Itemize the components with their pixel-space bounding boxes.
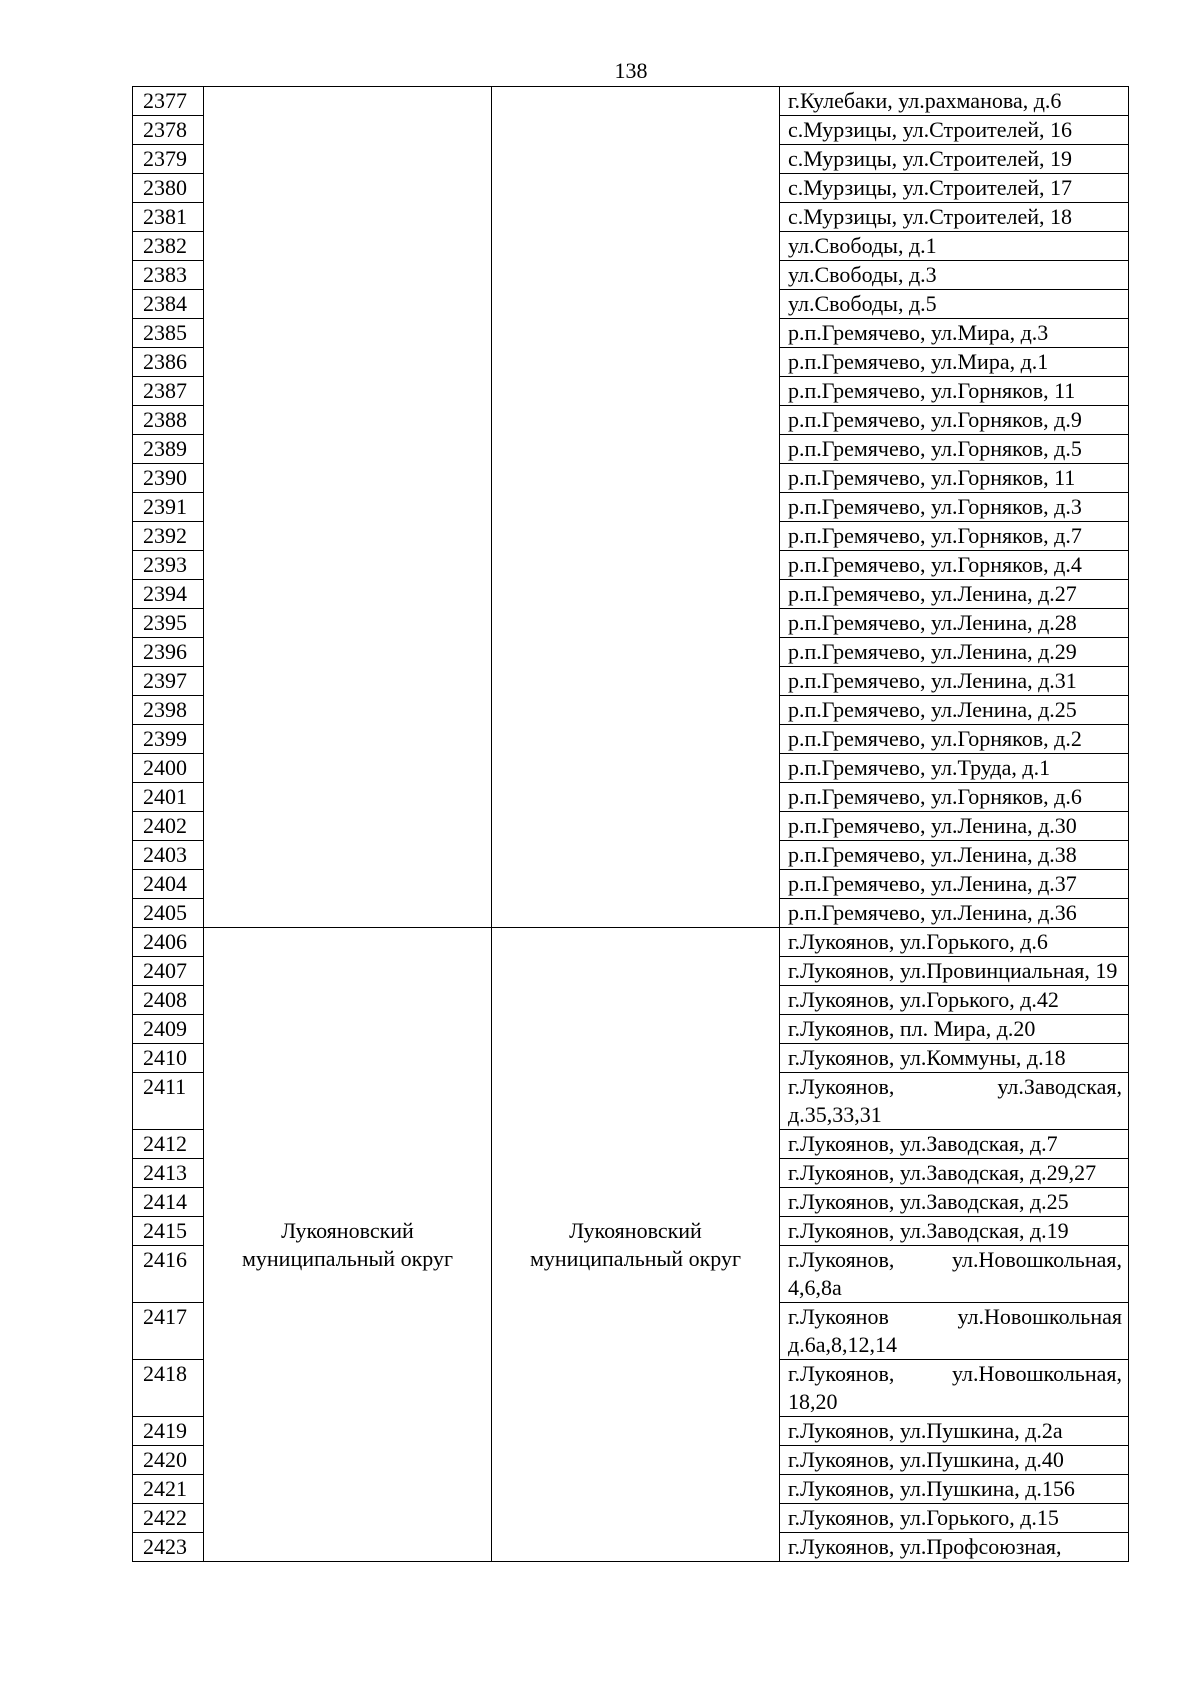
address-cell: г.Лукоянов, ул.Профсоюзная, <box>780 1533 1129 1562</box>
row-number: 2410 <box>133 1044 204 1073</box>
row-number: 2423 <box>133 1533 204 1562</box>
table-row <box>133 87 1129 116</box>
row-number: 2407 <box>133 957 204 986</box>
district-cell: Лукояновский муниципальный округ <box>204 928 492 1562</box>
address-cell: р.п.Гремячево, ул.Ленина, д.31 <box>780 667 1129 696</box>
row-number: 2422 <box>133 1504 204 1533</box>
address-cell: р.п.Гремячево, ул.Мира, д.1 <box>780 348 1129 377</box>
row-number: 2403 <box>133 841 204 870</box>
address-cell: р.п.Гремячево, ул.Горняков, д.5 <box>780 435 1129 464</box>
address-cell: г.Лукоянов, ул.Заводская, д.25 <box>780 1188 1129 1217</box>
address-cell: р.п.Гремячево, ул.Ленина, д.27 <box>780 580 1129 609</box>
address-cell: р.п.Гремячево, ул.Ленина, д.36 <box>780 899 1129 928</box>
row-number: 2413 <box>133 1159 204 1188</box>
row-number: 2405 <box>133 899 204 928</box>
address-cell: ул.Свободы, д.1 <box>780 232 1129 261</box>
row-number: 2382 <box>133 232 204 261</box>
row-number: 2384 <box>133 290 204 319</box>
address-cell: г.Лукоянов, пл. Мира, д.20 <box>780 1015 1129 1044</box>
row-number: 2391 <box>133 493 204 522</box>
row-number: 2397 <box>133 667 204 696</box>
row-number: 2389 <box>133 435 204 464</box>
municipality-cell: Лукояновский муниципальный округ <box>492 928 780 1562</box>
address-cell: ул.Свободы, д.5 <box>780 290 1129 319</box>
table-body <box>133 87 1129 1562</box>
address-cell: г.Лукоянов, ул.Пушкина, д.156 <box>780 1475 1129 1504</box>
row-number: 2392 <box>133 522 204 551</box>
address-cell: р.п.Гремячево, ул.Ленина, д.29 <box>780 638 1129 667</box>
row-number: 2408 <box>133 986 204 1015</box>
address-cell: р.п.Гремячево, ул.Ленина, д.30 <box>780 812 1129 841</box>
address-cell: р.п.Гремячево, ул.Мира, д.3 <box>780 319 1129 348</box>
address-cell: г.Лукоянов, ул.Новошкольная, 18,20 <box>780 1360 1129 1417</box>
row-number: 2411 <box>133 1073 204 1130</box>
address-cell: г.Лукоянов, ул.Новошкольная, 4,6,8а <box>780 1246 1129 1303</box>
address-cell: р.п.Гремячево, ул.Горняков, д.9 <box>780 406 1129 435</box>
address-cell: г.Лукоянов, ул.Заводская, д.35,33,31 <box>780 1073 1129 1130</box>
address-cell: г.Лукоянов, ул.Пушкина, д.2а <box>780 1417 1129 1446</box>
row-number: 2395 <box>133 609 204 638</box>
address-cell: р.п.Гремячево, ул.Труда, д.1 <box>780 754 1129 783</box>
address-cell: р.п.Гремячево, ул.Горняков, 11 <box>780 464 1129 493</box>
row-number: 2379 <box>133 145 204 174</box>
address-cell: р.п.Гремячево, ул.Горняков, 11 <box>780 377 1129 406</box>
address-cell: г.Лукоянов, ул.Заводская, д.29,27 <box>780 1159 1129 1188</box>
address-cell: р.п.Гремячево, ул.Ленина, д.28 <box>780 609 1129 638</box>
row-number: 2399 <box>133 725 204 754</box>
row-number: 2390 <box>133 464 204 493</box>
row-number: 2381 <box>133 203 204 232</box>
row-number: 2419 <box>133 1417 204 1446</box>
row-number: 2400 <box>133 754 204 783</box>
address-cell: г.Лукоянов, ул.Заводская, д.7 <box>780 1130 1129 1159</box>
address-cell: р.п.Гремячево, ул.Горняков, д.2 <box>780 725 1129 754</box>
row-number: 2393 <box>133 551 204 580</box>
row-number: 2385 <box>133 319 204 348</box>
address-cell: р.п.Гремячево, ул.Ленина, д.37 <box>780 870 1129 899</box>
district-cell <box>204 87 492 928</box>
row-number: 2396 <box>133 638 204 667</box>
address-cell: р.п.Гремячево, ул.Ленина, д.38 <box>780 841 1129 870</box>
address-cell: с.Мурзицы, ул.Строителей, 18 <box>780 203 1129 232</box>
row-number: 2421 <box>133 1475 204 1504</box>
row-number: 2401 <box>133 783 204 812</box>
row-number: 2409 <box>133 1015 204 1044</box>
address-cell: г.Лукоянов, ул.Коммуны, д.18 <box>780 1044 1129 1073</box>
row-number: 2417 <box>133 1303 204 1360</box>
row-number: 2418 <box>133 1360 204 1417</box>
row-number: 2415 <box>133 1217 204 1246</box>
address-cell: р.п.Гремячево, ул.Горняков, д.6 <box>780 783 1129 812</box>
row-number: 2406 <box>133 928 204 957</box>
page-number: 138 <box>614 58 648 83</box>
address-cell: р.п.Гремячево, ул.Горняков, д.7 <box>780 522 1129 551</box>
address-cell: г.Лукоянов, ул.Провинциальная, 19 <box>780 957 1129 986</box>
row-number: 2388 <box>133 406 204 435</box>
row-number: 2398 <box>133 696 204 725</box>
address-cell: г.Лукоянов, ул.Горького, д.42 <box>780 986 1129 1015</box>
row-number: 2387 <box>133 377 204 406</box>
address-cell: г.Лукоянов, ул.Горького, д.15 <box>780 1504 1129 1533</box>
address-cell: г.Лукоянов, ул.Горького, д.6 <box>780 928 1129 957</box>
row-number: 2378 <box>133 116 204 145</box>
address-cell: г.Кулебаки, ул.рахманова, д.6 <box>780 87 1129 116</box>
row-number: 2377 <box>133 87 204 116</box>
row-number: 2416 <box>133 1246 204 1303</box>
row-number: 2402 <box>133 812 204 841</box>
row-number: 2404 <box>133 870 204 899</box>
address-cell: с.Мурзицы, ул.Строителей, 17 <box>780 174 1129 203</box>
address-cell: р.п.Гремячево, ул.Горняков, д.3 <box>780 493 1129 522</box>
row-number: 2420 <box>133 1446 204 1475</box>
address-cell: с.Мурзицы, ул.Строителей, 19 <box>780 145 1129 174</box>
row-number: 2412 <box>133 1130 204 1159</box>
row-number: 2414 <box>133 1188 204 1217</box>
municipality-cell <box>492 87 780 928</box>
row-number: 2383 <box>133 261 204 290</box>
row-number: 2394 <box>133 580 204 609</box>
table-row <box>133 928 1129 957</box>
row-number: 2386 <box>133 348 204 377</box>
address-cell: ул.Свободы, д.3 <box>780 261 1129 290</box>
address-cell: г.Лукоянов ул.Новошкольная д.6а,8,12,14 <box>780 1303 1129 1360</box>
row-number: 2380 <box>133 174 204 203</box>
address-cell: с.Мурзицы, ул.Строителей, 16 <box>780 116 1129 145</box>
address-cell: р.п.Гремячево, ул.Горняков, д.4 <box>780 551 1129 580</box>
address-cell: г.Лукоянов, ул.Пушкина, д.40 <box>780 1446 1129 1475</box>
address-table <box>132 86 1129 1562</box>
address-cell: г.Лукоянов, ул.Заводская, д.19 <box>780 1217 1129 1246</box>
address-cell: р.п.Гремячево, ул.Ленина, д.25 <box>780 696 1129 725</box>
